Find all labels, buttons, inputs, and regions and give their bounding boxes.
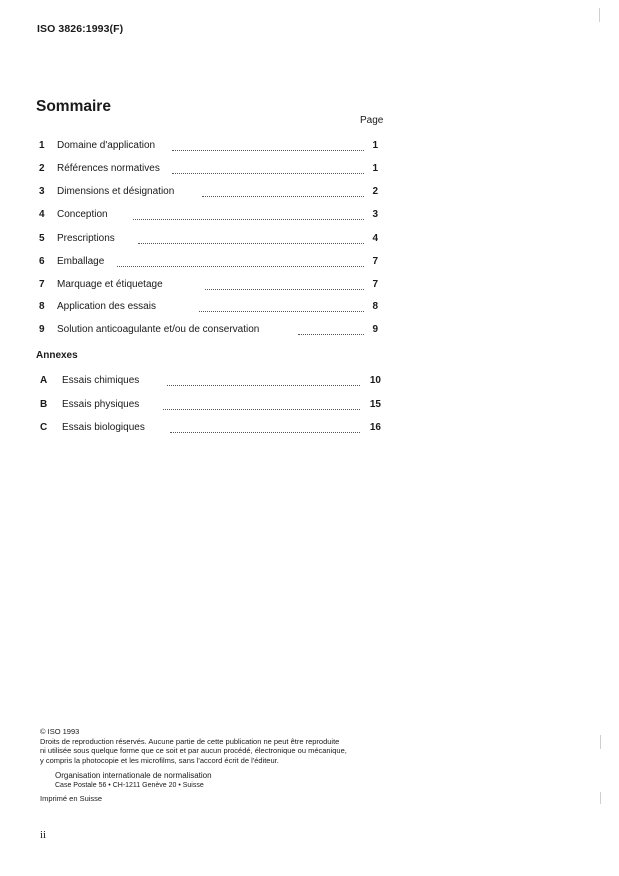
organization-name: Organisation internationale de normalisation [55, 771, 212, 780]
organization-address: Case Postale 56 • CH-1211 Genève 20 • Suisse [55, 781, 204, 789]
toc-page-number: 3 [372, 209, 378, 220]
toc-entry-1[interactable] [0, 140, 619, 154]
toc-entry-2[interactable] [0, 163, 619, 177]
toc-leader-dots [199, 299, 364, 312]
toc-label: Références normatives [57, 163, 160, 174]
toc-number: 5 [39, 233, 45, 244]
toc-entry-5[interactable] [0, 233, 619, 247]
toc-entry-6[interactable] [0, 256, 619, 270]
annex-letter: A [40, 375, 48, 386]
toc-leader-dots [163, 397, 360, 410]
toc-leader-dots [298, 322, 364, 335]
annex-label: Essais physiques [62, 399, 140, 410]
toc-number: 3 [39, 186, 45, 197]
toc-entry-3[interactable] [0, 186, 619, 200]
toc-number: 8 [39, 301, 45, 312]
annex-entry-a[interactable] [0, 375, 619, 389]
toc-number: 9 [39, 324, 45, 335]
toc-page-number: 9 [372, 324, 378, 335]
copyright-notice: © ISO 1993 [40, 727, 80, 736]
page-title: Sommaire [36, 98, 111, 115]
toc-leader-dots [172, 161, 364, 174]
toc-label: Prescriptions [57, 233, 115, 244]
annex-page-number: 16 [369, 422, 381, 433]
annexes-heading: Annexes [36, 350, 78, 361]
toc-label: Emballage [57, 256, 105, 267]
toc-page-number: 2 [372, 186, 378, 197]
scan-edge-mark [600, 792, 601, 804]
rights-text-line: y compris la photocopie et les microfilms, sans l'accord écrit de l'éditeur. [40, 755, 279, 765]
toc-page-number: 4 [372, 233, 378, 244]
toc-number: 2 [39, 163, 45, 174]
scan-edge-mark [599, 8, 600, 22]
annex-letter: C [40, 422, 48, 433]
toc-leader-dots [117, 254, 364, 267]
toc-label: Solution anticoagulante et/ou de conservation [57, 324, 260, 335]
toc-leader-dots [138, 231, 364, 244]
toc-label: Marquage et étiquetage [57, 279, 163, 290]
toc-leader-dots [167, 373, 360, 386]
toc-number: 7 [39, 279, 45, 290]
rights-text-line: ni utilisée sous quelque forme que ce soit et par aucun procédé, électronique ou mécanique, [40, 746, 347, 755]
toc-leader-dots [172, 138, 364, 151]
toc-page-number: 7 [372, 256, 378, 267]
toc-label: Dimensions et désignation [57, 186, 175, 197]
rights-text-line: Droits de reproduction réservés. Aucune partie de cette publication ne peut être reproduite [40, 736, 340, 746]
toc-page-number: 1 [372, 163, 378, 174]
toc-entry-4[interactable] [0, 209, 619, 223]
toc-leader-dots [170, 420, 360, 433]
toc-entry-7[interactable] [0, 279, 619, 293]
toc-leader-dots [205, 277, 364, 290]
scan-edge-mark [600, 735, 601, 749]
toc-label: Conception [57, 209, 108, 220]
printed-in: Imprimé en Suisse [40, 794, 103, 803]
annex-page-number: 15 [369, 399, 381, 410]
annex-page-number: 10 [369, 375, 381, 386]
toc-page-number: 1 [372, 140, 378, 151]
toc-number: 1 [39, 140, 45, 151]
page-column-label: Page [360, 115, 384, 126]
toc-page-number: 8 [372, 301, 378, 312]
toc-leader-dots [133, 207, 364, 220]
annex-label: Essais biologiques [62, 422, 145, 433]
toc-entry-9[interactable] [0, 324, 619, 338]
copyright-block [40, 727, 347, 765]
toc-label: Application des essais [57, 301, 156, 312]
toc-number: 6 [39, 256, 45, 267]
annex-letter: B [40, 399, 48, 410]
toc-entry-8[interactable] [0, 301, 619, 315]
page-folio: ii [40, 829, 47, 841]
toc-page-number: 7 [372, 279, 378, 290]
annex-label: Essais chimiques [62, 375, 140, 386]
toc-label: Domaine d'application [57, 140, 156, 151]
annex-entry-b[interactable] [0, 399, 619, 413]
annex-entry-c[interactable] [0, 422, 619, 436]
toc-leader-dots [202, 184, 364, 197]
organization-block [55, 771, 212, 790]
toc-number: 4 [39, 209, 45, 220]
document-id: ISO 3826:1993(F) [37, 23, 124, 35]
